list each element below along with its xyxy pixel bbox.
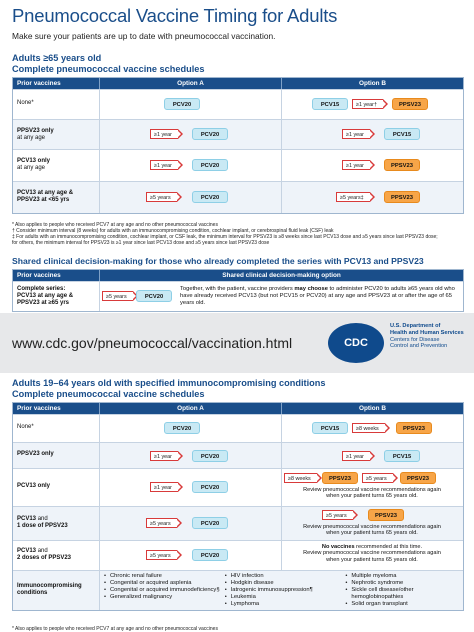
prior-label: None*	[17, 100, 34, 106]
prior-label: PCV13 at any age &	[17, 190, 74, 196]
interval-arrow: ≥1 year	[342, 160, 370, 170]
prior-rest: and	[37, 548, 48, 554]
section1-heading-line1: Adults ≥65 years old	[12, 53, 102, 63]
prior-label: PCV13 only	[17, 483, 51, 489]
prior-label-2: 2 doses of PPSV23	[17, 555, 72, 562]
page-subtitle: Make sure your patients are up to date with pneumococcal vaccination.	[12, 31, 276, 41]
vaccine-pill: PPSV23	[396, 422, 432, 434]
condition-item: • Chronic renal failure	[104, 573, 225, 580]
footnote: * Also applies to people who received PCV7 at any age and no other pneumococcal vaccines	[12, 222, 218, 228]
header-prior: Prior vaccines	[17, 80, 61, 87]
prior-sub: at any age	[17, 135, 46, 142]
vaccine-pill: PCV20	[192, 128, 228, 140]
header-shared-option: Shared clinical decision-making option	[99, 270, 463, 281]
cdc-banner	[0, 313, 474, 373]
header-prior: Prior vaccines	[17, 405, 61, 412]
table-row	[13, 506, 463, 540]
prior-label: PPSV23 only	[17, 451, 54, 457]
shared-decision-table	[12, 269, 464, 312]
schedule-table-immunocompromised	[12, 402, 464, 611]
cdc-url-link[interactable]: www.cdc.gov/pneumococcal/vaccination.html	[12, 335, 293, 351]
interval-arrow: ≥1 year	[342, 451, 370, 461]
prior-label-2: 1 dose of PPSV23	[17, 523, 68, 530]
prior-label: PCV13 only	[17, 158, 51, 164]
vaccine-pill: PCV15	[384, 128, 420, 140]
no-vaccine-note	[302, 544, 442, 563]
org-line4: Control and Prevention	[390, 343, 448, 350]
bottom-footnote: * Also applies to people who received PCV7 at any age and no other pneumococcal vaccines	[12, 626, 218, 632]
table-row	[13, 181, 463, 213]
interval-arrow: ≥5 years	[146, 550, 177, 560]
hhs-org-name	[390, 323, 470, 350]
interval-arrow: ≥1 year	[150, 129, 178, 139]
section3-heading-line1: Adults 19–64 years old with specified immunocompromising conditions	[12, 378, 326, 388]
interval-arrow: ≥5 years	[146, 518, 177, 528]
condition-item: • Leukemia	[225, 594, 346, 601]
interval-arrow: ≥1 year	[342, 129, 370, 139]
footnote: for others, the minimum interval for PPSV23 is ≥1 year since last PCV13 dose and ≥5 years since last PPSV23 dose	[12, 240, 270, 246]
vaccine-pill: PCV20	[164, 98, 200, 110]
review-note: Review pneumococcal vaccine recommendations again when your patient turns 65 years old.	[303, 550, 441, 563]
vaccine-pill: PCV20	[164, 422, 200, 434]
table-header	[13, 78, 463, 89]
table-row	[13, 119, 463, 149]
conditions-list-1	[104, 573, 225, 608]
vaccine-pill: PCV20	[192, 481, 228, 493]
vaccine-pill: PCV20	[136, 290, 172, 302]
conditions-row	[13, 570, 463, 610]
footnote: ‡ For adults with an immunocompromising condition, cochlear implant, or CSF leak, the minimum interval for PPSV23 is ≥8 weeks since last PCV13 dose and ≥5 years since last PPSV23 dose;	[12, 234, 438, 240]
vaccine-pill: PCV15	[312, 422, 348, 434]
no-vaccine-bold: No vaccines	[321, 544, 355, 550]
vaccine-pill: PPSV23	[392, 98, 428, 110]
interval-arrow: ≥5 years	[362, 473, 393, 483]
no-vaccine-rest: recommended at this time.	[356, 544, 423, 550]
cdc-logo: CDC	[328, 323, 384, 363]
footnote: † Consider minimum interval (8 weeks) for adults with an immunocompromising condition, cochlear implant, or cerebrospinal fluid leak (CSF) leak	[12, 228, 334, 234]
condition-item: • HIV infection	[225, 573, 346, 580]
table-header	[13, 270, 463, 281]
interval-arrow: ≥1 year	[150, 160, 178, 170]
interval-arrow: ≥5 years	[102, 291, 133, 301]
conditions-label: Immunocompromising conditions	[17, 583, 82, 597]
page-title: Pneumococcal Vaccine Timing for Adults	[12, 5, 338, 26]
review-note: Review pneumococcal vaccine recommendations again when your patient turns 65 years old.	[303, 487, 441, 500]
vaccine-pill: PCV15	[384, 450, 420, 462]
condition-item: • Multiple myeloma	[345, 573, 459, 580]
condition-item: • Hodgkin disease	[225, 580, 346, 587]
header-option-b: Option B	[281, 403, 463, 414]
interval-arrow: ≥8 weeks	[352, 423, 385, 433]
condition-item: • Congenital or acquired immunodeficiency§	[104, 587, 225, 594]
conditions-list-2	[225, 573, 346, 608]
shared-decision-text	[180, 286, 459, 307]
interval-arrow: ≥5 years	[146, 192, 177, 202]
condition-item: • Lymphoma	[225, 601, 346, 608]
vaccine-pill: PCV15	[312, 98, 348, 110]
prior-label: PCV13	[17, 548, 37, 554]
interval-arrow: ≥1 year	[150, 482, 178, 492]
section2-heading: Shared clinical decision-making for those who already completed the series with PCV13 and PPSV23	[12, 256, 424, 266]
interval-arrow: ≥1 year	[150, 451, 178, 461]
condition-item: • Sickle cell disease/other hemoglobinopathies	[345, 587, 459, 601]
prior-label: None*	[17, 424, 34, 430]
vaccine-pill: PCV20	[192, 450, 228, 462]
header-option-a: Option A	[99, 403, 281, 414]
text-post: to administer PCV20 to adults ≥65 years old who have already received PCV13 (but not PCV15 or PCV20) at any age and PPSV23 at or after the age of 65 years old.	[180, 286, 455, 306]
header-option-b: Option B	[281, 78, 463, 89]
table-row	[13, 89, 463, 119]
org-line2: Health and Human Services	[390, 329, 464, 336]
section3-heading-line2: Complete pneumococcal vaccine schedules	[12, 389, 205, 399]
vaccine-pill: PCV20	[192, 191, 228, 203]
footnotes	[12, 222, 464, 246]
review-note: Review pneumococcal vaccine recommendations again when your patient turns 65 years old.	[303, 524, 441, 537]
schedule-table-65plus	[12, 77, 464, 214]
condition-item: • Nephrotic syndrome	[345, 580, 459, 587]
prior-label-2: PPSV23 at <65 yrs	[17, 197, 70, 204]
table-row	[13, 414, 463, 442]
interval-arrow: ≥8 weeks	[284, 473, 317, 483]
org-line3: Centers for Disease	[390, 336, 440, 343]
interval-arrow: ≥5 years‡	[336, 192, 370, 202]
prior-rest: and	[37, 516, 48, 522]
vaccine-pill: PCV20	[192, 517, 228, 529]
text-bold: may choose	[294, 286, 328, 292]
vaccine-pill: PPSV23	[400, 472, 436, 484]
table-row	[13, 468, 463, 506]
prior-label: PCV13	[17, 516, 37, 522]
section1-heading	[12, 53, 205, 75]
table-header	[13, 403, 463, 414]
table-row	[13, 281, 463, 311]
condition-item: • Iatrogenic immunosuppression¶	[225, 587, 346, 594]
section3-heading	[12, 378, 325, 400]
condition-item: • Congenital or acquired asplenia	[104, 580, 225, 587]
table-row	[13, 442, 463, 468]
interval-arrow: ≥5 years	[322, 510, 353, 520]
interval-arrow: ≥1 year†	[352, 99, 383, 109]
header-prior: Prior vaccines	[17, 272, 61, 279]
text-pre: Together, with the patient, vaccine providers	[180, 286, 293, 292]
org-line1: U.S. Department of	[390, 323, 441, 329]
prior-label-2: PCV13 at any age &	[17, 293, 74, 300]
condition-item: • Solid organ transplant	[345, 601, 459, 608]
header-option-a: Option A	[99, 78, 281, 89]
section1-heading-line2: Complete pneumococcal vaccine schedules	[12, 64, 205, 74]
vaccine-pill: PPSV23	[322, 472, 358, 484]
prior-sub: at any age	[17, 165, 46, 172]
vaccine-pill: PCV20	[192, 159, 228, 171]
vaccine-pill: PPSV23	[384, 191, 420, 203]
vaccine-pill: PPSV23	[384, 159, 420, 171]
prior-label-3: PPSV23 at ≥65 yrs	[17, 300, 69, 307]
vaccine-pill: PCV20	[192, 549, 228, 561]
table-row	[13, 540, 463, 570]
table-row	[13, 149, 463, 181]
prior-label: Complete series:	[17, 286, 66, 292]
condition-item: • Generalized malignancy	[104, 594, 225, 601]
vaccine-pill: PPSV23	[368, 509, 404, 521]
conditions-list-3	[345, 573, 459, 608]
prior-label: PPSV23 only	[17, 128, 54, 134]
